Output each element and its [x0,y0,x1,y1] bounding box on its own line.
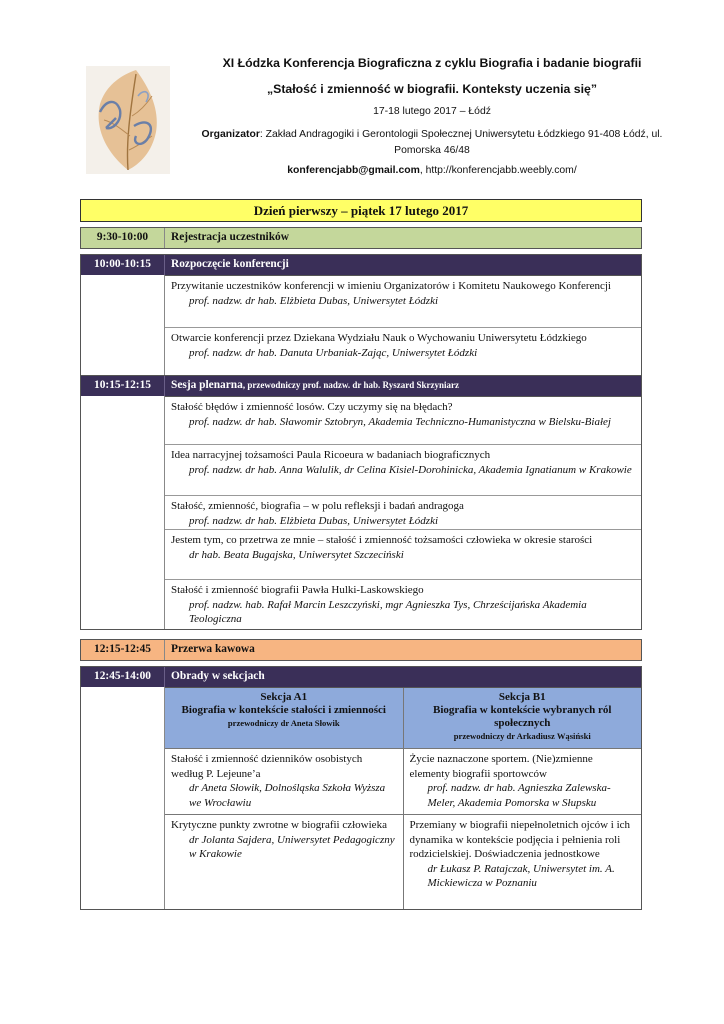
item-author: prof. nadzw. dr hab. Agnieszka Zalewska-Meler, Akademia Pomorska w Słupsku [427,782,611,809]
item-author: prof. nadzw. dr hab. Sławomir Sztobryn, Akademia Techniczno-Humanistyczna w Bielsku-Białej [189,415,611,428]
section-a1 [165,688,403,909]
item-author: dr Aneta Słowik, Dolnośląska Szkoła Wyższa we Wrocławiu [189,782,386,809]
block-time: 12:45-14:00 [81,667,165,687]
item-author: prof. nadzw. dr hab. Elżbieta Dubas, Uniwersytet Łódzki [189,294,439,307]
item-author: prof. nadzw. dr hab. Elżbieta Dubas, Uniwersytet Łódzki [189,514,439,527]
conference-logo [86,66,170,174]
item-title: Przywitanie uczestników konferencji w imieniu Organizatorów i Komitetu Naukowego Konferencji [171,280,611,292]
time-spacer [81,396,165,629]
section-name: Sekcja B1 [498,691,546,703]
item-author: prof. nadzw. dr hab. Anna Walulik, dr Celina Kisiel-Dorohinicka, Akademia Ignatianum w Krakowie [189,463,632,476]
agenda-item [165,579,641,629]
block-opening [80,254,642,376]
contact-website[interactable]: , http://konferencjabb.weebly.com/ [419,165,577,176]
time-spacer [81,687,165,909]
item-title: Jestem tym, co przetrwa ze mnie – stałość i zmienność tożsamości człowieka w okresie starości [171,534,593,546]
plenary-heading [165,376,641,396]
organizer-info [172,127,692,159]
organizer-label: Organizator [201,129,260,140]
block-registration [80,227,642,249]
agenda-item [404,814,642,909]
section-topic: Biografia w kontekście wybranych ról społecznych [433,704,612,729]
section-chair: przewodniczy dr Aneta Słowik [227,718,340,728]
item-title: Otwarcie konferencji przez Dziekana Wydziału Nauk o Wychowaniu Uniwersytetu Łódzkiego [171,332,587,344]
block-time: 10:15-12:15 [81,376,165,396]
section-topic: Biografia w kontekście stałości i zmienności [181,704,386,716]
time-spacer [81,275,165,375]
section-name: Sekcja A1 [260,691,308,703]
item-title: Stałość i zmienność dzienników osobistych według P. Lejeune’a [171,753,363,780]
item-title: Stałość, zmienność, biografia – w polu refleksji i badań andragoga [171,500,464,512]
block-title: Rozpoczęcie konferencji [171,258,289,270]
conference-subtitle: „Stałość i zmienność w biografii. Konteksty uczenia się” [266,82,598,96]
agenda-item [165,396,641,444]
item-title: Stałość błędów i zmienność losów. Czy uczymy się na błędach? [171,401,453,413]
contact-email[interactable]: konferencjabb@gmail.com [287,165,420,176]
agenda-item [165,495,641,529]
block-title: Rejestracja uczestników [171,231,289,243]
item-author: dr Jolanta Sajdera, Uniwersytet Pedagogiczny w Krakowie [189,833,395,860]
agenda-item [404,748,642,814]
item-title: Przemiany w biografii niepełnoletnich ojców i ich dynamika w kontekście podjęcia i pełnienia roli rodzicielskiej. Doświadczenia jednostkowe [409,819,631,860]
item-title: Stałość i zmienność biografii Pawła Hulki-Laskowskiego [171,584,424,596]
agenda-item [165,327,641,375]
contact-line [172,165,692,176]
plenary-chair: , przewodniczy prof. nadzw. dr hab. Ryszard Skrzyniarz [242,380,459,390]
item-author: prof. nadzw. hab. Rafał Marcin Leszczyński, mgr Agnieszka Tys, Chrześcijańska Akademia Teologiczna [189,598,587,625]
item-author: dr Łukasz P. Ratajczak, Uniwersytet im. A. Mickiewicza w Poznaniu [427,862,615,889]
agenda-item [165,748,403,814]
agenda-item [165,275,641,327]
organizer-text: : Zakład Andragogiki i Gerontologii Społecznej Uniwersytetu Łódzkiego 91-408 Łódź, ul. Pomorska 46/48 [259,129,663,156]
item-author: prof. nadzw. dr hab. Danuta Urbaniak-Zając, Uniwersytet Łódzki [189,346,478,359]
block-title: Sesja plenarna [171,379,243,391]
item-title: Krytyczne punkty zwrotne w biografii człowieka [171,819,387,831]
block-time: 9:30-10:00 [81,228,165,248]
section-b1 [403,688,642,909]
conference-header [0,0,724,190]
section-header [404,688,642,748]
agenda-item [165,529,641,579]
block-coffee-break [80,639,642,661]
item-author: dr hab. Beata Bugajska, Uniwersytet Szczeciński [189,548,404,561]
block-title: Obrady w sekcjach [171,670,265,682]
conference-title: XI Łódzka Konferencja Biograficzna z cyklu Biografia i badanie biografii [222,56,642,70]
section-header [165,688,403,748]
block-title: Przerwa kawowa [171,643,255,655]
day-heading: Dzień pierwszy – piątek 17 lutego 2017 [80,199,642,222]
block-plenary [80,375,642,630]
block-sessions [80,666,642,910]
conference-date: 17-18 lutego 2017 – Łódź [373,106,491,117]
block-time: 10:00-10:15 [81,255,165,275]
item-title: Życie naznaczone sportem. (Nie)zmienne elementy biografii sportowców [409,753,593,780]
sections-grid [165,687,641,909]
agenda-item [165,444,641,495]
section-chair: przewodniczy dr Arkadiusz Wąsiński [453,731,591,741]
item-title: Idea narracyjnej tożsamości Paula Ricoeura w badaniach biograficznych [171,449,491,461]
agenda-item [165,814,403,909]
block-time: 12:15-12:45 [81,640,165,660]
